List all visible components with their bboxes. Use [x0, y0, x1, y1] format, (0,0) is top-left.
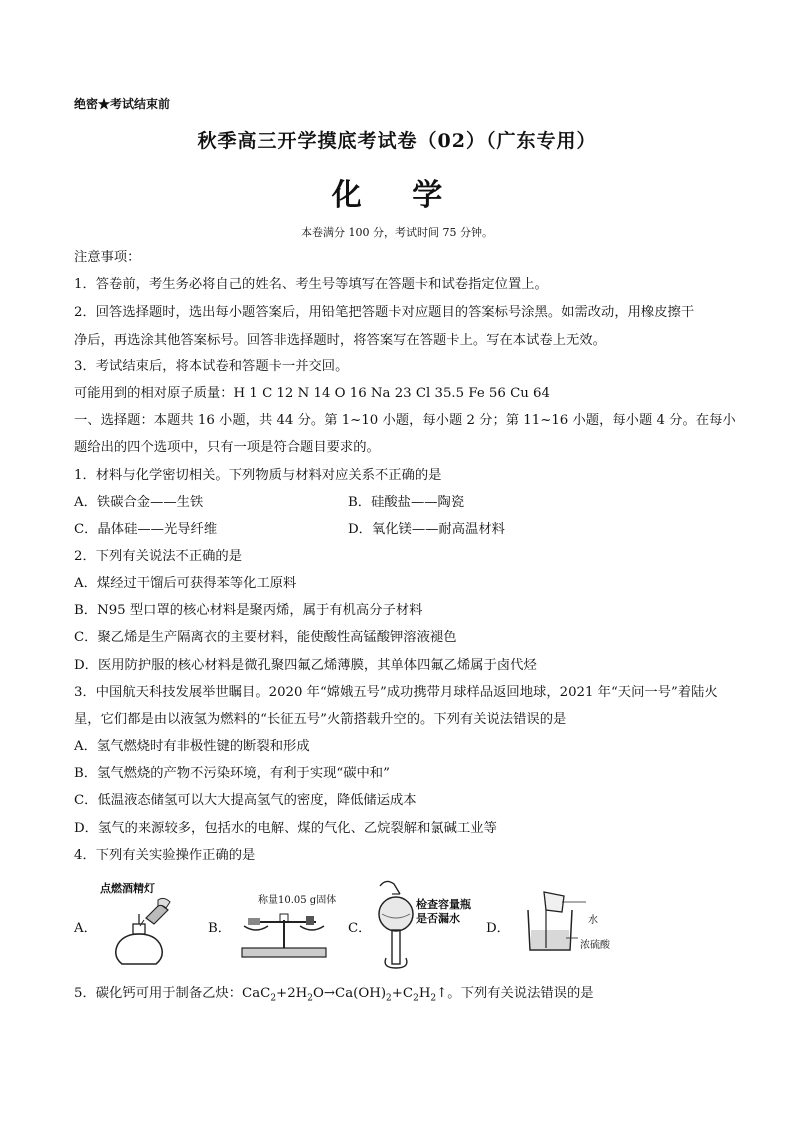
volumetric-flask-figure [372, 878, 418, 970]
section-instruction-1: 一、选择题：本题共 16 小题，共 44 分。第 1~10 小题，每小题 2 分；第 11~16 小题，每小题 4 分。在每小 [74, 413, 736, 428]
q3-stem-1: 3．中国航天科技发展举世瞩目。2020 年“嫦娥五号”成功携带月球样品返回地球，2021 年“天问一号”着陆火 [74, 685, 718, 700]
q2-stem: 2．下列有关说法不正确的是 [74, 549, 243, 564]
q1-option-a: A．铁碳合金——生铁 [74, 495, 204, 510]
atomic-masses: 可能用到的相对原子质量：H 1 C 12 N 14 O 16 Na 23 Cl 35.5 Fe 56 Cu 64 [74, 386, 550, 401]
q1-option-d: D．氧化镁——耐高温材料 [348, 522, 505, 537]
secret-label: 绝密★考试结束前 [74, 97, 171, 111]
q4-c-caption-2: 是否漏水 [416, 912, 460, 925]
q3-option-b: B．氢气燃烧的产物不污染环境，有利于实现“碳中和” [74, 766, 390, 781]
q3-stem-2: 星，它们都是由以液氢为燃料的“长征五号”火箭搭载升空的。下列有关说法错误的是 [74, 712, 567, 727]
note-item-3: 3．考试结束后，将本试卷和答题卡一并交回。 [74, 359, 349, 374]
exam-info: 本卷满分 100 分，考试时间 75 分钟。 [301, 226, 493, 239]
balance-icon [236, 904, 332, 960]
q4-c-caption-1: 检查容量瓶 [416, 898, 471, 911]
q1-option-b: B．硅酸盐——陶瓷 [348, 495, 465, 510]
q3-option-d: D．氢气的来源较多，包括水的电解、煤的气化、乙烷裂解和氯碱工业等 [74, 821, 497, 836]
note-item-2: 2．回答选择题时，选出每小题答案后，用铅笔把答题卡对应题目的答案标号涂黑。如需改动，用橡皮擦干 [74, 305, 695, 320]
q1-option-c: C．晶体硅——光导纤维 [74, 522, 218, 537]
section-instruction-2: 题给出的四个选项中，只有一项是符合题目要求的。 [74, 440, 380, 455]
note-item-2-cont: 净后，再选涂其他答案标号。回答非选择题时，将答案写在答题卡上。写在本试卷上无效。 [74, 333, 606, 348]
q4-a-caption: 点燃酒精灯 [100, 882, 155, 895]
notes-heading: 注意事项： [74, 250, 141, 265]
q3-option-a: A．氢气燃烧时有非极性键的断裂和形成 [74, 739, 310, 754]
alcohol-lamp-icon [104, 896, 174, 966]
q4-b-caption: 称量10.05 g固体 [258, 895, 337, 906]
exam-title: 秋季高三开学摸底考试卷（02）（广东专用） [197, 130, 597, 152]
q4-option-b-label: B． [208, 921, 232, 936]
q2-option-b: B．N95 型口罩的核心材料是聚丙烯，属于有机高分子材料 [74, 603, 423, 618]
q5-stem: 5．碳化钙可用于制备乙炔：$CaC_2+2H_2O\to Ca(OH)_2+C_2H_2↑$。下列有关说法错误的是 [74, 986, 594, 1004]
q2-option-c: C．聚乙烯是生产隔离衣的主要材料，能使酸性高锰酸钾溶液褪色 [74, 630, 457, 645]
balance-figure [236, 904, 332, 960]
volumetric-flask-icon [372, 878, 418, 970]
q4-d-caption-acid: 浓硫酸 [580, 940, 610, 951]
dilution-figure [516, 890, 588, 952]
q4-option-a-label: A． [74, 921, 97, 936]
subject-title: 化 学 [331, 178, 463, 213]
q1-stem: 1．材料与化学密切相关。下列物质与材料对应关系不正确的是 [74, 468, 442, 483]
note-item-1: 1．答卷前，考生务必将自己的姓名、考生号等填写在答题卡和试卷指定位置上。 [74, 277, 548, 292]
q4-d-caption-water: 水 [588, 915, 598, 926]
q2-option-a: A．煤经过干馏后可获得苯等化工原料 [74, 576, 297, 591]
q4-option-c-label: C． [348, 921, 372, 936]
alcohol-lamp-figure [104, 896, 174, 966]
q4-option-d-label: D． [486, 921, 510, 936]
beaker-icon [516, 890, 588, 952]
q3-option-c: C．低温液态储氢可以大大提高氢气的密度，降低储运成本 [74, 793, 417, 808]
q4-stem: 4．下列有关实验操作正确的是 [74, 848, 256, 863]
q2-option-d: D．医用防护服的核心材料是微孔聚四氟乙烯薄膜，其单体四氟乙烯属于卤代烃 [74, 658, 537, 673]
